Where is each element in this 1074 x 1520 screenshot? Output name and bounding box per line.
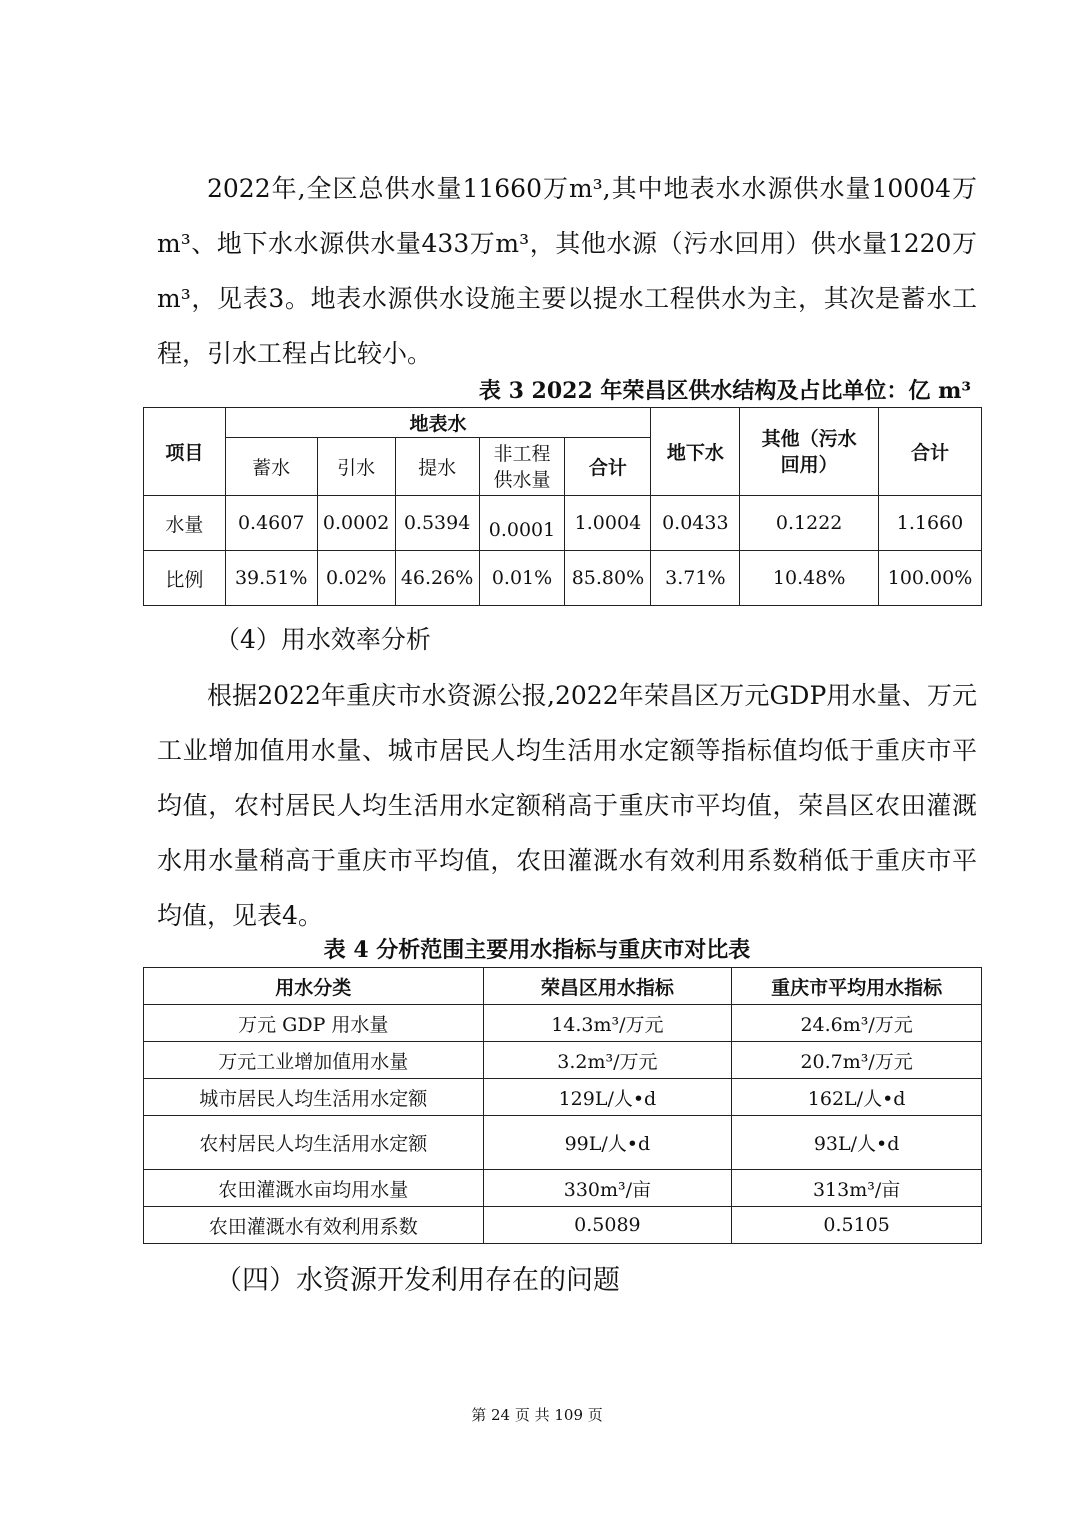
- table-row: [144, 1170, 982, 1207]
- table-row: [144, 1079, 982, 1116]
- cell: 农田灌溉水亩均用水量: [144, 1170, 484, 1207]
- cell: 3.2m³/万元: [483, 1042, 732, 1079]
- cell: 0.5394: [395, 496, 479, 551]
- cell: 24.6m³/万元: [732, 1005, 982, 1042]
- header-groundwater: 地下水: [651, 408, 740, 496]
- cell: 0.0002: [317, 496, 395, 551]
- table-row: [144, 1207, 982, 1244]
- header-chongqing: 重庆市平均用水指标: [732, 968, 982, 1005]
- header-other: 其他（污水回用）: [740, 408, 879, 496]
- cell: 20.7m³/万元: [732, 1042, 982, 1079]
- subheader-storage: 蓄水: [225, 438, 317, 496]
- cell: 10.48%: [740, 551, 879, 606]
- supply-structure-table: [143, 407, 982, 606]
- cell: 1.0004: [565, 496, 651, 551]
- table-row: [144, 1005, 982, 1042]
- table-row: [144, 1116, 982, 1170]
- cell: 1.1660: [879, 496, 982, 551]
- header-category: 用水分类: [144, 968, 484, 1005]
- subheader-subtotal: 合计: [565, 438, 651, 496]
- table4-caption: 表 4 分析范围主要用水指标与重庆市对比表: [323, 937, 751, 963]
- cell: 85.80%: [565, 551, 651, 606]
- cell: 万元工业增加值用水量: [144, 1042, 484, 1079]
- cell: 农田灌溉水有效利用系数: [144, 1207, 484, 1244]
- cell: 0.4607: [225, 496, 317, 551]
- cell: 0.0001: [479, 496, 565, 551]
- cell: 129L/人•d: [483, 1079, 732, 1116]
- cell: 3.71%: [651, 551, 740, 606]
- header-total: 合计: [879, 408, 982, 496]
- table-row: [144, 496, 982, 551]
- table-row: [144, 1042, 982, 1079]
- cell: 330m³/亩: [483, 1170, 732, 1207]
- cell: 39.51%: [225, 551, 317, 606]
- cell: 0.02%: [317, 551, 395, 606]
- cell: 0.01%: [479, 551, 565, 606]
- subheader-lifting: 提水: [395, 438, 479, 496]
- cell: 城市居民人均生活用水定额: [144, 1079, 484, 1116]
- cell: 162L/人•d: [732, 1079, 982, 1116]
- problems-heading: （四）水资源开发利用存在的问题: [215, 1265, 620, 1296]
- subheader-non-engineering: 非工程供水量: [479, 438, 565, 496]
- header-rongchang: 荣昌区用水指标: [483, 968, 732, 1005]
- subheader-diversion: 引水: [317, 438, 395, 496]
- supply-paragraph: 2022年,全区总供水量11660万m³,其中地表水水源供水量10004万m³、地下水水源供水量433万m³，其他水源（污水回用）供水量1220万m³，见表3。地表水源供水设施主要以提水工程供水为主，其次是蓄水工程，引水工程占比较小。: [157, 174, 977, 368]
- cell: 93L/人•d: [732, 1116, 982, 1170]
- cell: 万元 GDP 用水量: [144, 1005, 484, 1042]
- cell: 0.5105: [732, 1207, 982, 1244]
- header-item: 项目: [144, 408, 226, 496]
- table-row: [144, 551, 982, 606]
- cell: 100.00%: [879, 551, 982, 606]
- cell: 46.26%: [395, 551, 479, 606]
- page-footer: 第 24 页 共 109 页: [471, 1406, 603, 1424]
- header-surface-water: 地表水: [225, 408, 651, 438]
- cell: 99L/人•d: [483, 1116, 732, 1170]
- cell: 0.0433: [651, 496, 740, 551]
- cell: 农村居民人均生活用水定额: [144, 1116, 484, 1170]
- efficiency-heading: （4）用水效率分析: [215, 625, 431, 654]
- cell: 0.5089: [483, 1207, 732, 1244]
- water-use-comparison-table: [143, 967, 982, 1244]
- cell: 0.1222: [740, 496, 879, 551]
- cell: 14.3m³/万元: [483, 1005, 732, 1042]
- cell: 313m³/亩: [732, 1170, 982, 1207]
- row-label: 水量: [144, 496, 226, 551]
- efficiency-paragraph: 根据2022年重庆市水资源公报,2022年荣昌区万元GDP用水量、万元工业增加值用水量、城市居民人均生活用水定额等指标值均低于重庆市平均值，农村居民人均生活用水定额稍高于重庆市平均值，荣昌区农田灌溉水用水量稍高于重庆市平均值，农田灌溉水有效利用系数稍低于重庆市平均值，见表4。: [157, 681, 977, 930]
- table3-caption: 表 3 2022 年荣昌区供水结构及占比单位：亿 m³: [478, 378, 971, 404]
- row-label: 比例: [144, 551, 226, 606]
